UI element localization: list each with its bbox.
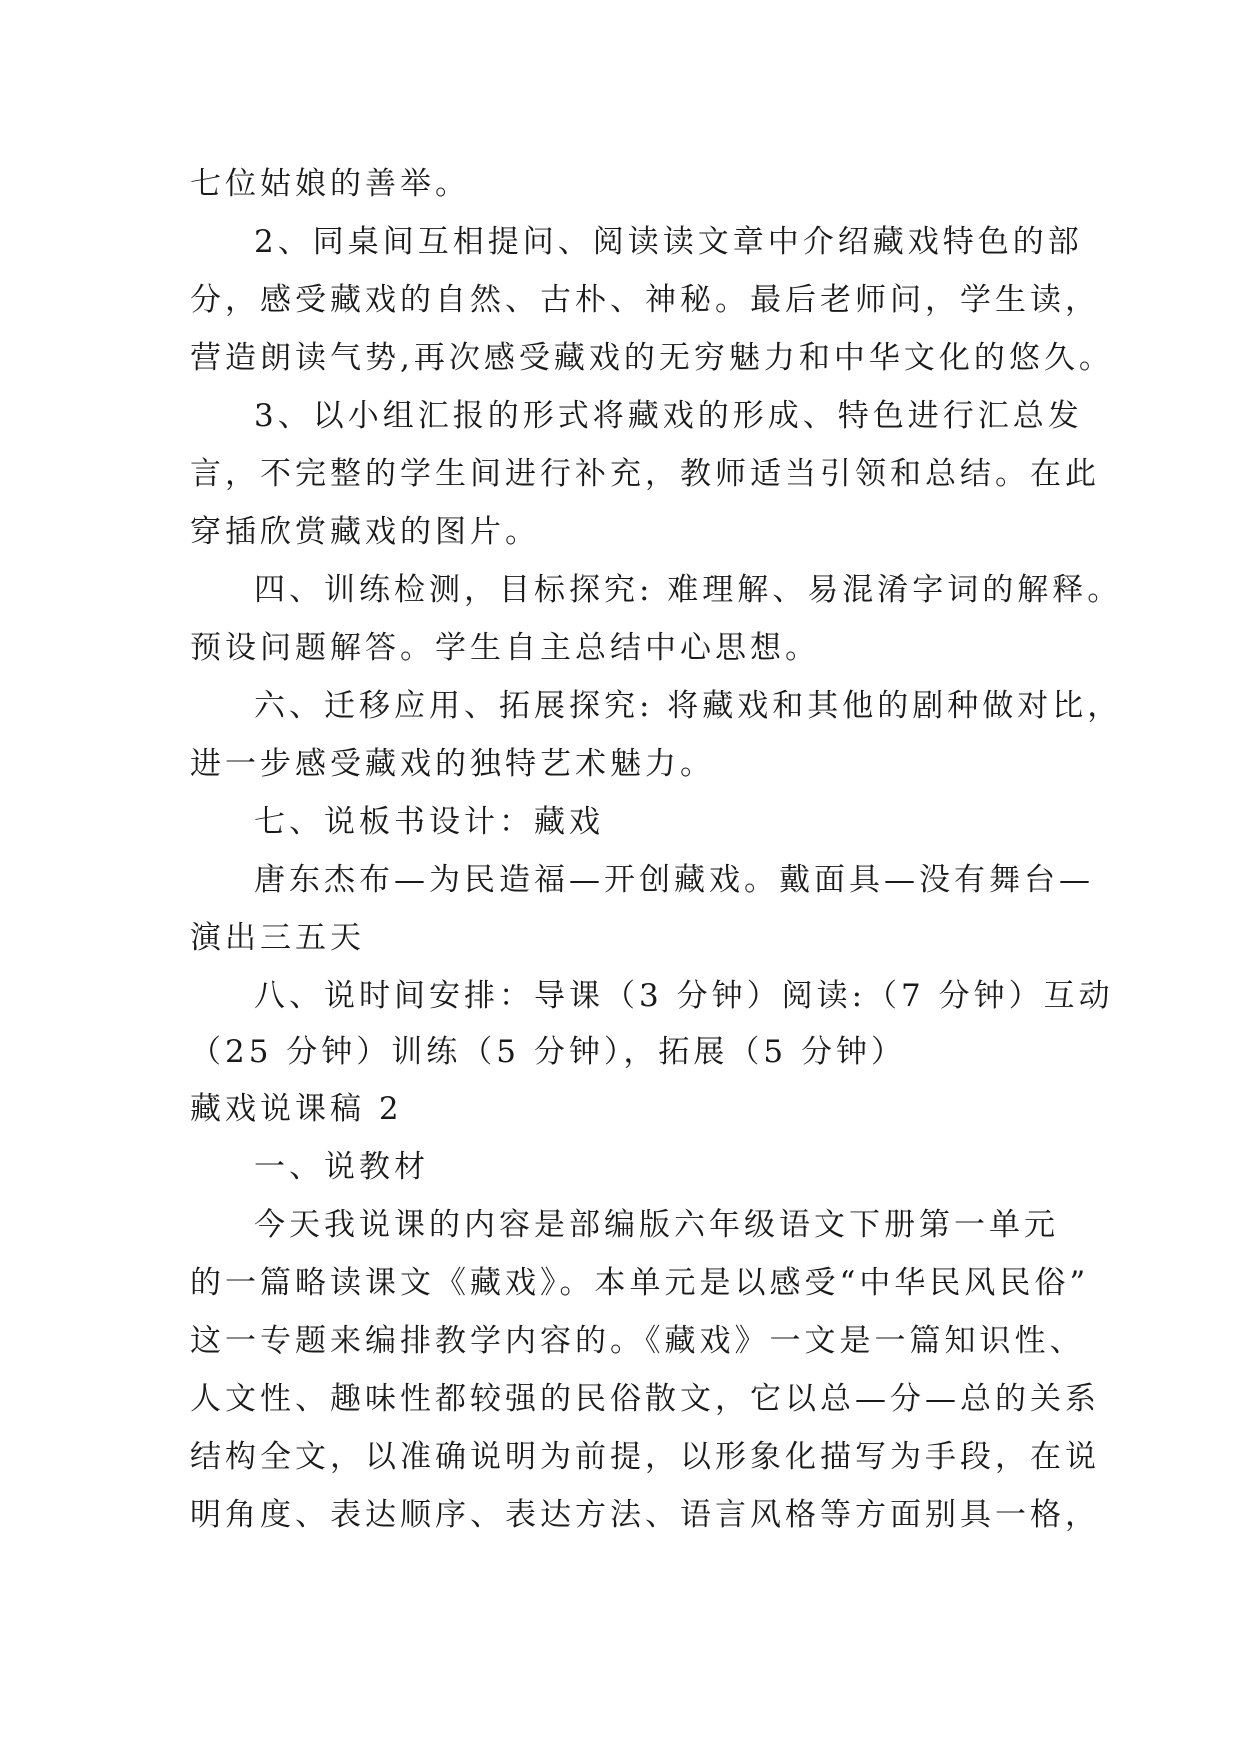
paragraph-line: 演出三五天 xyxy=(190,920,365,956)
paragraph-line: 2、同桌间互相提问、阅读读文章中介绍藏戏特色的部 xyxy=(254,224,1083,260)
paragraph-line: 七位姑娘的善举。 xyxy=(190,166,470,202)
paragraph-line: 3、以小组汇报的形式将藏戏的形成、特色进行汇总发 xyxy=(254,398,1083,434)
paragraph-line: 结构全文，以准确说明为前提，以形象化描写为手段，在说 xyxy=(190,1439,1100,1475)
paragraph-line: 四、训练检测，目标探究: 难理解、易混淆字词的解释。 xyxy=(254,572,1123,608)
section-heading: 七、说板书设计：藏戏 xyxy=(254,804,604,840)
paragraph-line: 明角度、表达顺序、表达方法、语言风格等方面别具一格， xyxy=(190,1497,1100,1533)
paragraph-line: 唐东杰布—为民造福—开创藏戏。戴面具—没有舞台— xyxy=(254,862,1094,898)
document-body xyxy=(190,155,1123,1544)
paragraph-line: 进一步感受藏戏的独特艺术魅力。 xyxy=(190,746,715,782)
document-title: 藏戏说课稿 2 xyxy=(190,1091,403,1127)
paragraph-line: 营造朗读气势,再次感受藏戏的无穷魅力和中华文化的悠久。 xyxy=(190,340,1114,376)
paragraph-line: 分，感受藏戏的自然、古朴、神秘。最后老师问，学生读， xyxy=(190,282,1100,318)
paragraph-line: （25 分钟）训练（5 分钟），拓展（5 分钟） xyxy=(190,1034,906,1070)
paragraph-line: 言，不完整的学生间进行补充，教师适当引领和总结。在此 xyxy=(190,456,1100,492)
paragraph-line: 这一专题来编排教学内容的。《藏戏》一文是一篇知识性、 xyxy=(190,1323,1085,1359)
paragraph-line: 六、迁移应用、拓展探究: 将藏戏和其他的剧种做对比， xyxy=(254,688,1123,724)
paragraph-line: 预设问题解答。学生自主总结中心思想。 xyxy=(190,630,820,666)
paragraph-line: 的一篇略读课文《藏戏》。本单元是以感受“中华民风民俗” xyxy=(190,1265,1090,1301)
paragraph-line: 人文性、趣味性都较强的民俗散文，它以总—分—总的关系 xyxy=(190,1381,1100,1417)
paragraph-line: 穿插欣赏藏戏的图片。 xyxy=(190,514,540,550)
paragraph-line: 今天我说课的内容是部编版六年级语文下册第一单元 xyxy=(254,1207,1059,1243)
section-heading: 一、说教材 xyxy=(254,1149,429,1185)
paragraph-line: 八、说时间安排：导课（3 分钟）阅读:（7 分钟）互动 xyxy=(254,978,1114,1014)
